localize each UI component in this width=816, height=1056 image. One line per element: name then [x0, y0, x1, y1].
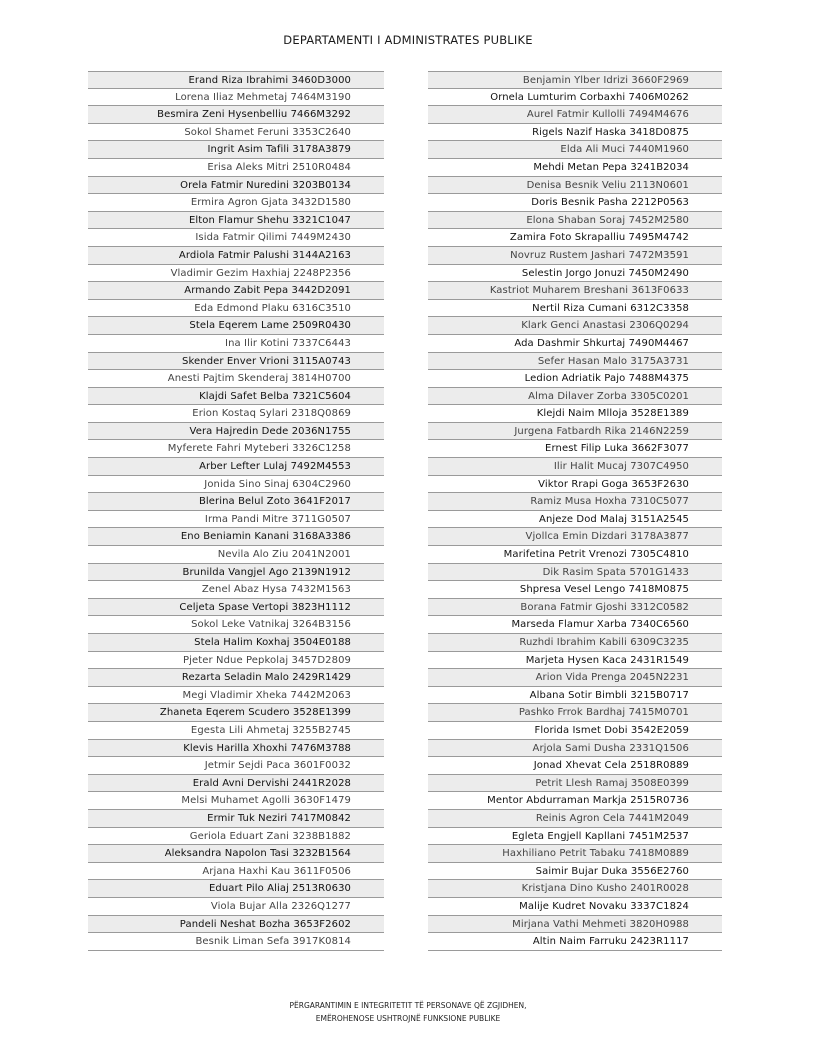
list-item: Eno Beniamin Kanani 3168A3386 [88, 528, 384, 546]
list-item: Myferete Fahri Myteberi 3326C1258 [88, 440, 384, 458]
list-item: Celjeta Spase Vertopi 3823H1112 [88, 599, 384, 617]
list-item: Egesta Lili Ahmetaj 3255B2745 [88, 722, 384, 740]
list-item: Arjana Haxhi Kau 3611F0506 [88, 863, 384, 881]
list-item: Erisa Aleks Mitri 2510R0484 [88, 159, 384, 177]
list-item: Mentor Abdurraman Markja 2515R0736 [428, 792, 722, 810]
list-item: Jurgena Fatbardh Rika 2146N2259 [428, 423, 722, 441]
list-item: Malije Kudret Novaku 3337C1824 [428, 898, 722, 916]
list-item: Elda Ali Muci 7440M1960 [428, 141, 722, 159]
list-item: Ernest Filip Luka 3662F3077 [428, 440, 722, 458]
list-item: Stela Eqerem Lame 2509R0430 [88, 317, 384, 335]
list-item: Arjola Sami Dusha 2331Q1506 [428, 740, 722, 758]
list-item: Ina Ilir Kotini 7337C6443 [88, 335, 384, 353]
list-item: Dik Rasim Spata 5701G1433 [428, 564, 722, 582]
list-item: Armando Zabit Pepa 3442D2091 [88, 282, 384, 300]
list-item: Marifetina Petrit Vrenozi 7305C4810 [428, 546, 722, 564]
list-item: Irma Pandi Mitre 3711G0507 [88, 511, 384, 529]
list-item: Zhaneta Eqerem Scudero 3528E1399 [88, 704, 384, 722]
list-item: Ledion Adriatik Pajo 7488M4375 [428, 370, 722, 388]
list-item: Klark Genci Anastasi 2306Q0294 [428, 317, 722, 335]
list-item: Vladimir Gezim Haxhiaj 2248P2356 [88, 265, 384, 283]
list-item: Ilir Halit Mucaj 7307C4950 [428, 458, 722, 476]
list-item: Ardiola Fatmir Palushi 3144A2163 [88, 247, 384, 265]
list-item: Ada Dashmir Shkurtaj 7490M4467 [428, 335, 722, 353]
list-item: Sokol Shamet Feruni 3353C2640 [88, 124, 384, 142]
list-item: Marjeta Hysen Kaca 2431R1549 [428, 652, 722, 670]
list-item: Klevis Harilla Xhoxhi 7476M3788 [88, 740, 384, 758]
list-item: Viktor Rrapi Goga 3653F2630 [428, 476, 722, 494]
list-item: Egleta Engjell Kapllani 7451M2537 [428, 828, 722, 846]
right-name-list [428, 71, 722, 951]
list-item: Ermira Agron Gjata 3432D1580 [88, 194, 384, 212]
list-item: Sefer Hasan Malo 3175A3731 [428, 353, 722, 371]
list-item: Doris Besnik Pasha 2212P0563 [428, 194, 722, 212]
list-item: Vjollca Emin Dizdari 3178A3877 [428, 528, 722, 546]
list-item: Elton Flamur Shehu 3321C1047 [88, 212, 384, 230]
list-item: Ruzhdi Ibrahim Kabili 6309C3235 [428, 634, 722, 652]
list-item: Jonida Sino Sinaj 6304C2960 [88, 476, 384, 494]
list-item: Borana Fatmir Gjoshi 3312C0582 [428, 599, 722, 617]
list-item: Viola Bujar Alla 2326Q1277 [88, 898, 384, 916]
list-item: Mirjana Vathi Mehmeti 3820H0988 [428, 916, 722, 934]
list-item: Nertil Riza Cumani 6312C3358 [428, 300, 722, 318]
footer-line-1: PËRGARANTIMIN E INTEGRITETIT TË PERSONAVE QË ZGJIDHEN, [289, 1001, 527, 1010]
list-item: Benjamin Ylber Idrizi 3660F2969 [428, 71, 722, 89]
list-item: Klejdi Naim Mlloja 3528E1389 [428, 405, 722, 423]
list-item: Marseda Flamur Xarba 7340C6560 [428, 616, 722, 634]
list-item: Petrit Llesh Ramaj 3508E0399 [428, 775, 722, 793]
list-item: Pjeter Ndue Pepkolaj 3457D2809 [88, 652, 384, 670]
list-item: Aurel Fatmir Kullolli 7494M4676 [428, 106, 722, 124]
list-item: Besmira Zeni Hysenbelliu 7466M3292 [88, 106, 384, 124]
list-item: Zamira Foto Skrapalliu 7495M4742 [428, 229, 722, 247]
list-item: Anjeze Dod Malaj 3151A2545 [428, 511, 722, 529]
list-item: Anesti Pajtim Skenderaj 3814H0700 [88, 370, 384, 388]
left-name-list [88, 71, 384, 951]
footer-line-2: EMËROHENOSE USHTROJNË FUNKSIONE PUBLIKE [315, 1014, 501, 1023]
list-item: Stela Halim Koxhaj 3504E0188 [88, 634, 384, 652]
list-item: Erald Avni Dervishi 2441R2028 [88, 775, 384, 793]
list-item: Kristjana Dino Kusho 2401R0028 [428, 880, 722, 898]
list-item: Albana Sotir Bimbli 3215B0717 [428, 687, 722, 705]
list-item: Mehdi Metan Pepa 3241B2034 [428, 159, 722, 177]
list-item: Ornela Lumturim Corbaxhi 7406M0262 [428, 89, 722, 107]
list-item: Melsi Muhamet Agolli 3630F1479 [88, 792, 384, 810]
list-item: Erion Kostaq Sylari 2318Q0869 [88, 405, 384, 423]
list-item: Alma Dilaver Zorba 3305C0201 [428, 388, 722, 406]
list-item: Kastriot Muharem Breshani 3613F0633 [428, 282, 722, 300]
list-item: Eduart Pilo Aliaj 2513R0630 [88, 880, 384, 898]
list-item: Ermir Tuk Neziri 7417M0842 [88, 810, 384, 828]
list-item: Florida Ismet Dobi 3542E2059 [428, 722, 722, 740]
list-item: Vera Hajredin Dede 2036N1755 [88, 423, 384, 441]
list-item: Blerina Belul Zoto 3641F2017 [88, 493, 384, 511]
list-item: Erand Riza Ibrahimi 3460D3000 [88, 71, 384, 89]
list-item: Selestin Jorgo Jonuzi 7450M2490 [428, 265, 722, 283]
list-item: Haxhiliano Petrit Tabaku 7418M0889 [428, 845, 722, 863]
list-item: Nevila Alo Ziu 2041N2001 [88, 546, 384, 564]
list-item: Reinis Agron Cela 7441M2049 [428, 810, 722, 828]
list-item: Pandeli Neshat Bozha 3653F2602 [88, 916, 384, 934]
list-item: Jetmir Sejdi Paca 3601F0032 [88, 757, 384, 775]
list-item: Brunilda Vangjel Ago 2139N1912 [88, 564, 384, 582]
list-item: Sokol Leke Vatnikaj 3264B3156 [88, 616, 384, 634]
list-item: Pashko Frrok Bardhaj 7415M0701 [428, 704, 722, 722]
footer [0, 999, 816, 1025]
list-item: Novruz Rustem Jashari 7472M3591 [428, 247, 722, 265]
list-item: Rezarta Seladin Malo 2429R1429 [88, 669, 384, 687]
list-item: Ramiz Musa Hoxha 7310C5077 [428, 493, 722, 511]
list-item: Besnik Liman Sefa 3917K0814 [88, 933, 384, 951]
list-item: Jonad Xhevat Cela 2518R0889 [428, 757, 722, 775]
list-item: Geriola Eduart Zani 3238B1882 [88, 828, 384, 846]
list-item: Orela Fatmir Nuredini 3203B0134 [88, 177, 384, 195]
list-item: Arber Lefter Lulaj 7492M4553 [88, 458, 384, 476]
list-item: Elona Shaban Soraj 7452M2580 [428, 212, 722, 230]
list-item: Klajdi Safet Belba 7321C5604 [88, 388, 384, 406]
list-item: Skender Enver Vrioni 3115A0743 [88, 353, 384, 371]
page-title: DEPARTAMENTI I ADMINISTRATES PUBLIKE [283, 33, 533, 47]
list-item: Saimir Bujar Duka 3556E2760 [428, 863, 722, 881]
list-item: Arion Vida Prenga 2045N2231 [428, 669, 722, 687]
list-item: Megi Vladimir Xheka 7442M2063 [88, 687, 384, 705]
list-item: Ingrit Asim Tafili 3178A3879 [88, 141, 384, 159]
list-item: Aleksandra Napolon Tasi 3232B1564 [88, 845, 384, 863]
list-item: Shpresa Vesel Lengo 7418M0875 [428, 581, 722, 599]
list-item: Isida Fatmir Qilimi 7449M2430 [88, 229, 384, 247]
list-item: Eda Edmond Plaku 6316C3510 [88, 300, 384, 318]
list-item: Altin Naim Farruku 2423R1117 [428, 933, 722, 951]
list-item: Zenel Abaz Hysa 7432M1563 [88, 581, 384, 599]
list-item: Denisa Besnik Veliu 2113N0601 [428, 177, 722, 195]
list-item: Rigels Nazif Haska 3418D0875 [428, 124, 722, 142]
list-item: Lorena Iliaz Mehmetaj 7464M3190 [88, 89, 384, 107]
